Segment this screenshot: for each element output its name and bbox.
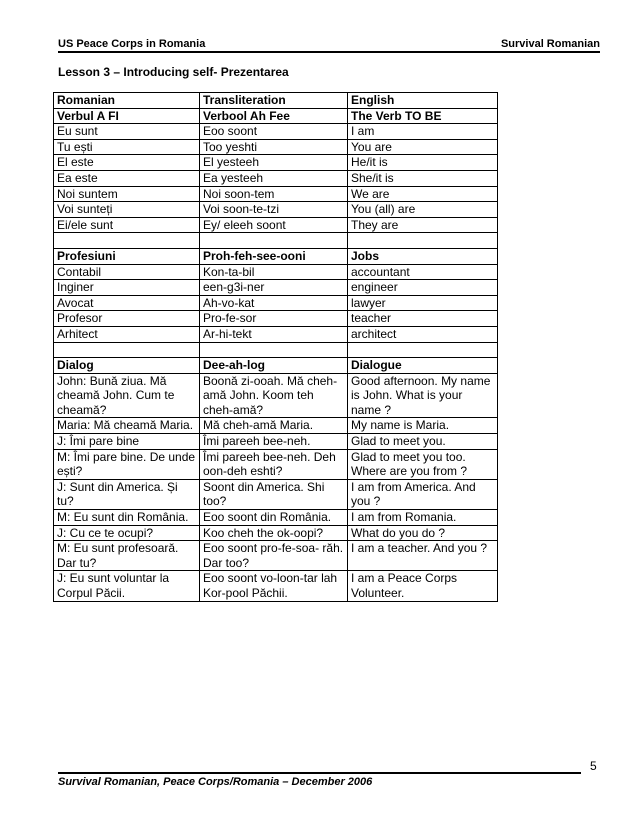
cell-english: You are — [348, 139, 498, 155]
cell-romanian: Inginer — [54, 280, 200, 296]
table-row — [54, 479, 498, 509]
cell-romanian: John: Bună ziua. Mă cheamă John. Cum te cheamă? — [54, 373, 200, 418]
table-spacer-row — [54, 233, 498, 249]
cell-romanian: Dialog — [54, 358, 200, 374]
cell-romanian: Ea este — [54, 170, 200, 186]
cell-english: Glad to meet you too. Where are you from ? — [348, 449, 498, 479]
cell-romanian — [54, 342, 200, 358]
cell-english: Glad to meet you. — [348, 434, 498, 450]
table-row — [54, 139, 498, 155]
cell-romanian — [54, 233, 200, 249]
cell-english: I am a teacher. And you ? — [348, 541, 498, 571]
cell-transliteration: Pro-fe-sor — [200, 311, 348, 327]
cell-romanian: Profesor — [54, 311, 200, 327]
cell-romanian: M: Eu sunt din România. — [54, 510, 200, 526]
cell-transliteration: Îmi pareeh bee-neh. — [200, 434, 348, 450]
cell-english: I am — [348, 124, 498, 140]
page-footer: Survival Romanian, Peace Corps/Romania – December 2006 — [58, 776, 373, 788]
cell-transliteration: Proh-feh-see-ooni — [200, 248, 348, 264]
cell-romanian: Avocat — [54, 295, 200, 311]
table-row — [54, 510, 498, 526]
footer-rule — [58, 772, 581, 774]
cell-english: English — [348, 93, 498, 109]
cell-romanian: J: Îmi pare bine — [54, 434, 200, 450]
cell-romanian: Ei/ele sunt — [54, 217, 200, 233]
cell-transliteration: Noi soon-tem — [200, 186, 348, 202]
cell-english: The Verb TO BE — [348, 108, 498, 124]
cell-english — [348, 342, 498, 358]
cell-romanian: J: Eu sunt voluntar la Corpul Păcii. — [54, 571, 200, 601]
cell-romanian: Noi suntem — [54, 186, 200, 202]
cell-transliteration: Îmi pareeh bee-neh. Deh oon-deh eshti? — [200, 449, 348, 479]
cell-transliteration: Kon-ta-bil — [200, 264, 348, 280]
cell-transliteration: Too yeshti — [200, 139, 348, 155]
cell-transliteration: Voi soon-te-tzi — [200, 202, 348, 218]
cell-english: I am a Peace Corps Volunteer. — [348, 571, 498, 601]
cell-romanian: M: Eu sunt profesoară. Dar tu? — [54, 541, 200, 571]
page-header — [58, 38, 600, 51]
cell-romanian: Contabil — [54, 264, 200, 280]
table-row — [54, 124, 498, 140]
vocabulary-table-body — [54, 93, 498, 602]
cell-transliteration: een-g3i-ner — [200, 280, 348, 296]
header-rule — [58, 51, 600, 53]
cell-transliteration: Transliteration — [200, 93, 348, 109]
cell-romanian: Maria: Mă cheamă Maria. — [54, 418, 200, 434]
table-row — [54, 155, 498, 171]
cell-english: They are — [348, 217, 498, 233]
table-header-row — [54, 358, 498, 374]
cell-transliteration: Dee-ah-log — [200, 358, 348, 374]
cell-romanian: Romanian — [54, 93, 200, 109]
table-row — [54, 541, 498, 571]
cell-transliteration: Soont din America. Shi too? — [200, 479, 348, 509]
cell-english: She/it is — [348, 170, 498, 186]
cell-romanian: J: Sunt din America. Și tu? — [54, 479, 200, 509]
cell-romanian: Tu ești — [54, 139, 200, 155]
table-row — [54, 264, 498, 280]
table-row — [54, 280, 498, 296]
cell-transliteration: Mă cheh-amă Maria. — [200, 418, 348, 434]
cell-english: We are — [348, 186, 498, 202]
table-header-row — [54, 108, 498, 124]
cell-romanian: Arhitect — [54, 326, 200, 342]
cell-english — [348, 233, 498, 249]
cell-english: Good afternoon. My name is John. What is your name ? — [348, 373, 498, 418]
table-row — [54, 170, 498, 186]
table-header-row — [54, 248, 498, 264]
table-row — [54, 311, 498, 327]
cell-romanian: J: Cu ce te ocupi? — [54, 525, 200, 541]
cell-transliteration: El yesteeh — [200, 155, 348, 171]
cell-english: I am from Romania. — [348, 510, 498, 526]
cell-english: My name is Maria. — [348, 418, 498, 434]
cell-english: Dialogue — [348, 358, 498, 374]
cell-transliteration: Eoo soont pro-fe-soa- răh. Dar too? — [200, 541, 348, 571]
cell-transliteration: Ey/ eleeh soont — [200, 217, 348, 233]
table-spacer-row — [54, 342, 498, 358]
cell-english: What do you do ? — [348, 525, 498, 541]
table-row — [54, 571, 498, 601]
table-row — [54, 326, 498, 342]
table-row — [54, 202, 498, 218]
header-left: US Peace Corps in Romania — [58, 38, 206, 50]
cell-transliteration: Ah-vo-kat — [200, 295, 348, 311]
cell-romanian: Profesiuni — [54, 248, 200, 264]
cell-romanian: Verbul A FI — [54, 108, 200, 124]
page-number: 5 — [590, 759, 597, 773]
cell-romanian: Eu sunt — [54, 124, 200, 140]
header-right: Survival Romanian — [500, 38, 600, 50]
cell-transliteration: Eoo soont — [200, 124, 348, 140]
cell-transliteration: Eoo soont din România. — [200, 510, 348, 526]
table-header-row — [54, 93, 498, 109]
cell-transliteration: Boonă zi-ooah. Mă cheh-amă John. Koom teh cheh-amă? — [200, 373, 348, 418]
cell-transliteration: Eoo soont vo-loon-tar lah Kor-pool Păchii. — [200, 571, 348, 601]
cell-transliteration: Ea yesteeh — [200, 170, 348, 186]
table-row — [54, 418, 498, 434]
vocabulary-table — [53, 92, 498, 602]
table-row — [54, 373, 498, 418]
cell-transliteration: Ar-hi-tekt — [200, 326, 348, 342]
cell-english: engineer — [348, 280, 498, 296]
cell-english: You (all) are — [348, 202, 498, 218]
cell-transliteration — [200, 233, 348, 249]
cell-english: accountant — [348, 264, 498, 280]
lesson-title: Lesson 3 – Introducing self- Prezentarea — [58, 65, 289, 79]
cell-english: Jobs — [348, 248, 498, 264]
table-row — [54, 525, 498, 541]
cell-romanian: Voi sunteți — [54, 202, 200, 218]
table-row — [54, 217, 498, 233]
cell-romanian: El este — [54, 155, 200, 171]
cell-transliteration: Verbool Ah Fee — [200, 108, 348, 124]
table-row — [54, 449, 498, 479]
cell-romanian: M: Îmi pare bine. De unde ești? — [54, 449, 200, 479]
cell-english: teacher — [348, 311, 498, 327]
cell-english: He/it is — [348, 155, 498, 171]
cell-english: I am from America. And you ? — [348, 479, 498, 509]
cell-transliteration: Koo cheh the ok-oopi? — [200, 525, 348, 541]
table-row — [54, 434, 498, 450]
table-row — [54, 295, 498, 311]
cell-transliteration — [200, 342, 348, 358]
table-row — [54, 186, 498, 202]
cell-english: lawyer — [348, 295, 498, 311]
cell-english: architect — [348, 326, 498, 342]
